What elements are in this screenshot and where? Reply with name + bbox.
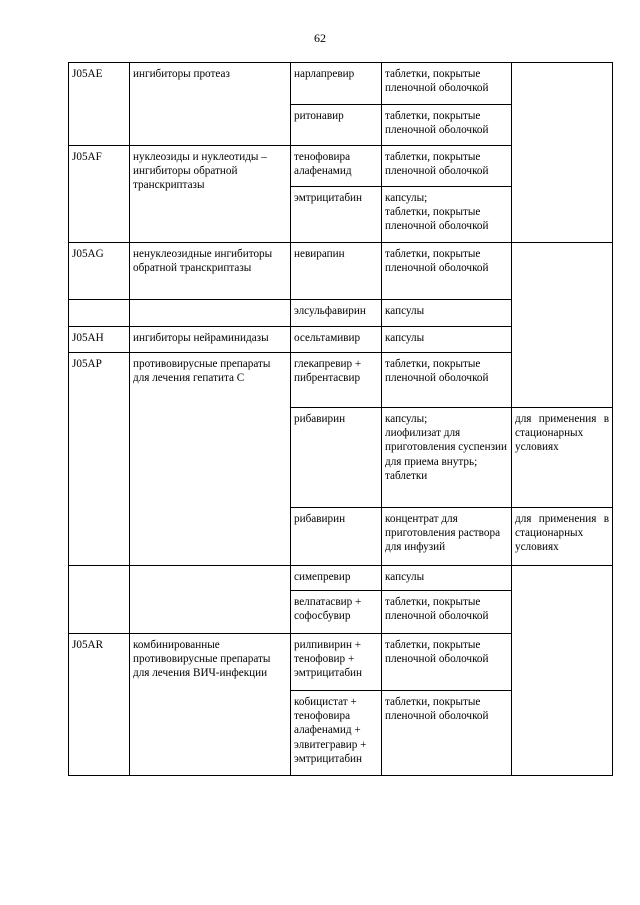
drug-name: рибавирин [291,408,382,508]
dosage-forms [382,634,512,691]
dosage-form: капсулы [385,332,425,344]
drug-name: рибавирин [291,508,382,566]
drug-name: элсульфавирин [291,300,382,327]
dosage-form: таблетки, покрытые пленочной оболочкой [385,151,489,178]
dosage-forms [382,508,512,566]
drug-name: нарлапревир [291,63,382,105]
atc-code: J05AE [69,63,130,146]
dosage-form: капсулы; [385,413,428,425]
usage-note: для применения в стационарных условиях [512,508,613,566]
note-cell [512,63,613,243]
dosage-form: таблетки, покрытые пленочной оболочкой [385,248,489,275]
atc-code: J05AR [69,634,130,776]
table-row [69,243,613,300]
dosage-form: таблетки, покрытые пленочной оболочкой [385,206,489,233]
drug-name: тенофовира алафенамид [291,146,382,187]
atc-code [69,300,130,327]
pharmacological-group: противовирусные препараты для лечения гепатита C [130,353,291,566]
pharmacological-group: комбинированные противовирусные препараты для лечения ВИЧ-инфекции [130,634,291,776]
pharmacological-group: ингибиторы протеаз [130,63,291,146]
dosage-forms [382,63,512,105]
drug-name: кобицистат + тенофовира алафенамид + элвитегравир + эмтрицитабин [291,691,382,776]
atc-code [69,566,130,634]
drug-name: рилпивирин + тенофовир + эмтрицитабин [291,634,382,691]
dosage-forms [382,105,512,146]
dosage-form: капсулы [385,305,425,317]
drug-name: симепревир [291,566,382,591]
dosage-form: таблетки, покрытые пленочной оболочкой [385,696,489,723]
dosage-form: капсулы [385,571,425,583]
dosage-form: капсулы; [385,192,428,204]
pharmacological-group: ингибиторы нейраминидазы [130,327,291,353]
atc-code: J05AH [69,327,130,353]
drug-name: велпатасвир + софосбувир [291,591,382,634]
note-cell [512,566,613,776]
drug-table [68,62,613,776]
table-row [69,566,613,591]
page-number: 62 [314,31,326,45]
dosage-form: таблетки, покрытые пленочной оболочкой [385,68,489,95]
atc-code: J05AG [69,243,130,300]
dosage-forms [382,591,512,634]
pharmacological-group [130,566,291,634]
dosage-form: таблетки, покрытые пленочной оболочкой [385,639,489,666]
pharmacological-group: ненуклеозидные ингибиторы обратной транскриптазы [130,243,291,300]
table-row [69,63,613,105]
dosage-form: таблетки, покрытые пленочной оболочкой [385,596,489,623]
atc-code: J05AF [69,146,130,243]
dosage-forms [382,243,512,300]
drug-name: глекапревир + пибрентасвир [291,353,382,408]
drug-name: невирапин [291,243,382,300]
dosage-form: концентрат для приготовления раствора для инфузий [385,513,501,554]
dosage-forms [382,327,512,353]
drug-name: ритонавир [291,105,382,146]
dosage-forms [382,353,512,408]
usage-note: для применения в стационарных условиях [512,408,613,508]
atc-code: J05AP [69,353,130,566]
dosage-form: таблетки, покрытые пленочной оболочкой [385,110,489,137]
pharmacological-group: нуклеозиды и нуклеотиды – ингибиторы обратной транскриптазы [130,146,291,243]
dosage-form: таблетки, покрытые пленочной оболочкой [385,358,489,385]
dosage-forms [382,566,512,591]
note-cell [512,243,613,408]
dosage-forms [382,408,512,508]
dosage-form: лиофилизат для приготовления суспензии для приема внутрь; [385,427,507,468]
dosage-forms [382,691,512,776]
dosage-forms [382,146,512,187]
drug-name: эмтрицитабин [291,187,382,243]
dosage-forms [382,187,512,243]
drug-name: осельтамивир [291,327,382,353]
dosage-form: таблетки [385,469,428,482]
pharmacological-group [130,300,291,327]
dosage-forms [382,300,512,327]
